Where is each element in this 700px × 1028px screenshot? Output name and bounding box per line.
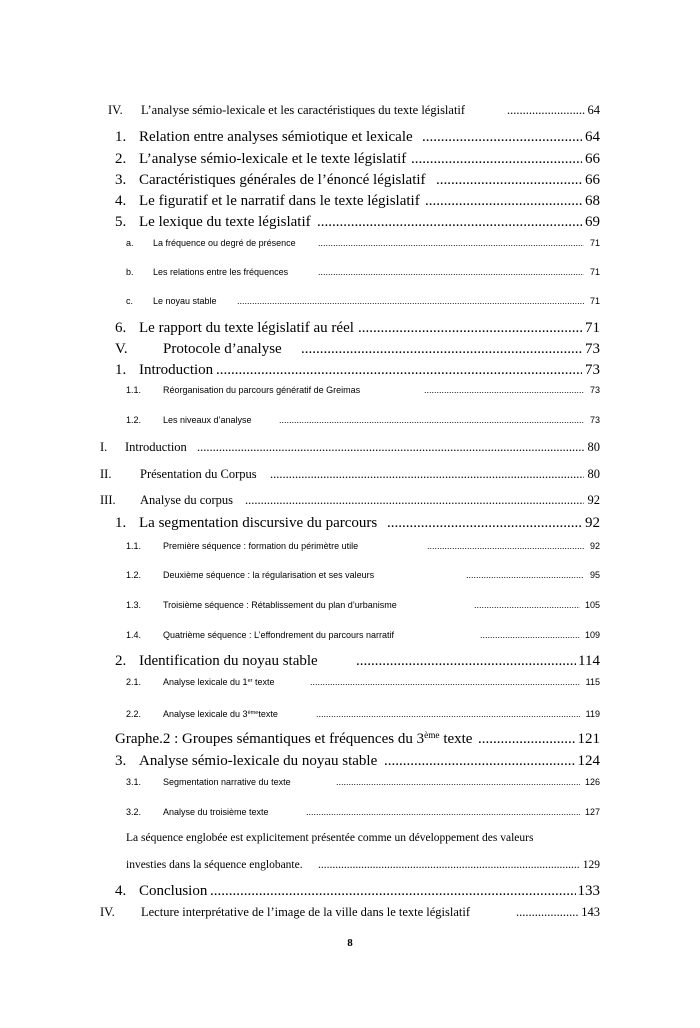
toc-entry[interactable] [0,511,700,531]
toc-page: 92 [585,515,600,531]
toc-title: Introduction [125,439,187,454]
toc-title: L’analyse sémio-lexicale et le texte législatif [139,151,407,167]
toc-page: 129 [582,858,600,871]
toc-number: I. [100,439,108,454]
toc-leader [270,468,584,481]
toc-entry[interactable] [0,727,700,747]
toc-title: Troisième séquence : Rétablissement du plan d’urbanisme [163,600,397,610]
toc-leader [478,732,576,747]
toc-entry[interactable] [0,749,700,769]
toc-leader [318,268,584,277]
toc-number: 2. [115,151,127,167]
toc-page: 114 [578,653,600,669]
toc-page: 92 [589,541,600,551]
toc-leader [310,678,580,687]
toc-page: 73 [589,415,600,425]
page-number: 8 [347,937,353,949]
toc-number: 1.2. [126,415,142,425]
toc-title: Le figuratif et le narratif dans le texte législatif [139,193,420,209]
toc-title: Caractéristiques générales de l’énoncé législatif [139,172,426,188]
toc-leader [318,860,580,872]
toc-leader [480,631,580,640]
toc-page: 66 [585,151,600,167]
toc-number: II. [100,466,112,481]
toc-title: Les niveaux d’analyse [163,415,252,425]
toc-number: IV. [108,102,123,117]
toc-entry[interactable] [0,649,700,669]
toc-title: La séquence englobée est explicitement présentée comme un développement des valeurs [126,831,534,844]
toc-entry[interactable] [0,286,700,306]
toc-leader [474,601,580,610]
toc-entry[interactable] [0,667,700,687]
toc-title: investies dans la séquence englobante. [126,858,303,871]
toc-entry[interactable] [0,620,700,640]
toc-leader [316,710,580,719]
toc-number: 2. [115,653,127,669]
toc-title: Présentation du Corpus [140,466,257,481]
toc-entry[interactable] [0,147,700,167]
toc-entry[interactable] [0,460,700,480]
toc-page: 68 [585,193,600,209]
toc-page: 109 [584,630,600,640]
toc-leader [424,386,584,395]
toc-page: 80 [587,439,600,454]
toc-leader [306,808,580,817]
toc-entry[interactable] [0,337,700,357]
toc-number: 1.4. [126,630,142,640]
toc-page: 124 [577,753,600,769]
toc-page: 73 [589,385,600,395]
toc-entry[interactable] [0,257,700,277]
toc-entry[interactable] [0,590,700,610]
toc-entry[interactable] [0,189,700,209]
toc-title: Quatrième séquence : L’effondrement du parcours narratif [163,630,394,640]
toc-leader [387,516,582,531]
toc-page: 71 [585,320,600,336]
toc-leader [301,342,582,357]
toc-title: Analyse du troisième texte [163,807,269,817]
toc-leader [336,778,580,787]
toc-number: 1.2. [126,570,142,580]
toc-title: Première séquence : formation du périmètre utile [163,541,359,551]
toc-title: Analyse lexicale du 3èmetexte [163,709,278,719]
toc-title: Analyse sémio-lexicale du noyau stable [139,753,378,769]
toc-page: 143 [581,904,600,919]
toc-number: b. [126,267,134,277]
toc-number: 1.1. [126,541,142,551]
toc-page: 126 [584,777,600,787]
toc-title: Graphe.2 : Groupes sémantiques et fréquences du 3ème texte [115,730,473,747]
toc-leader [422,130,582,145]
toc-number: 4. [115,883,127,899]
toc-number: 1. [115,129,127,145]
toc-page: 121 [577,731,600,747]
toc-number: 3. [115,753,127,769]
toc-entry[interactable] [0,851,700,871]
toc-number: III. [100,492,116,507]
toc-entry[interactable] [0,375,700,395]
toc-number: 2.2. [126,709,142,719]
toc-leader [427,542,584,551]
toc-page: 69 [585,214,600,230]
toc-number: 3. [115,172,127,188]
toc-entry[interactable] [0,486,700,506]
toc-page: 71 [589,238,600,248]
toc-leader [507,104,585,117]
toc-entry[interactable] [0,797,700,817]
toc-entry[interactable] [0,168,700,188]
toc-title: Segmentation narrative du texte [163,777,291,787]
toc-entry[interactable] [0,96,700,116]
toc-leader [210,884,576,899]
toc-leader [425,194,582,209]
toc-leader [516,906,578,919]
toc-number: 4. [115,193,127,209]
toc-leader [318,239,584,248]
toc-page: 64 [587,102,600,117]
toc-title: Le lexique du texte législatif [139,214,311,230]
toc-entry[interactable] [0,433,700,453]
toc-title: Le noyau stable [153,296,217,306]
toc-entry[interactable] [0,405,700,425]
toc-entry[interactable] [0,898,700,918]
toc-number: 1. [115,515,127,531]
toc-page: 115 [585,677,600,687]
toc-leader [197,441,584,454]
toc-title: La fréquence ou degré de présence [153,238,296,248]
toc-number: 1.3. [126,600,142,610]
toc-entry[interactable] [0,531,700,551]
toc-number: 1.1. [126,385,142,395]
toc-title: Analyse lexicale du 1er texte [163,677,275,687]
toc-number: c. [126,296,134,306]
toc-page: 71 [589,267,600,277]
toc-title: Réorganisation du parcours génératif de Greimas [163,385,361,395]
toc-leader [358,321,582,336]
toc-number: 1. [115,362,127,378]
toc-entry[interactable] [0,879,700,899]
toc-leader [279,416,584,425]
toc-title: Les relations entre les fréquences [153,267,289,277]
toc-entry[interactable] [0,228,700,248]
toc-page: 119 [585,709,600,719]
toc-leader [436,173,582,188]
toc-page: 71 [589,296,600,306]
toc-page: 92 [587,492,600,507]
toc-leader [237,297,584,306]
toc-page: 95 [589,570,600,580]
toc-entry[interactable] [0,210,700,230]
toc-title: Introduction [139,362,214,378]
toc-title: Identification du noyau stable [139,653,318,669]
toc-leader [245,494,584,507]
toc-page: 64 [585,129,600,145]
toc-page: 66 [585,172,600,188]
toc-entry[interactable] [0,560,700,580]
toc-title: Deuxième séquence : la régularisation et ses valeurs [163,570,375,580]
toc-title: La segmentation discursive du parcours [139,515,378,531]
toc-page: 127 [584,807,600,817]
toc-title: Lecture interprétative de l’image de la ville dans le texte législatif [141,904,471,919]
toc-number: 3.1. [126,777,142,787]
toc-title: Le rapport du texte législatif au réel [139,320,354,336]
toc-entry[interactable] [0,824,700,844]
toc-title: Analyse du corpus [140,492,234,507]
toc-page: 133 [577,883,600,899]
toc-page: 73 [585,362,600,378]
toc-leader [466,571,584,580]
toc-title: Relation entre analyses sémiotique et lexicale [139,129,413,145]
toc-title: Conclusion [139,883,208,899]
toc-number: 2.1. [126,677,142,687]
toc-leader [411,152,582,167]
toc-number: 3.2. [126,807,142,817]
toc-entry[interactable] [0,699,700,719]
toc-page: 80 [587,466,600,481]
toc-entry[interactable] [0,316,700,336]
toc-page: 105 [584,600,600,610]
toc-entry[interactable] [0,767,700,787]
toc-number: 5. [115,214,127,230]
toc-number: V. [115,341,128,357]
toc-number: 6. [115,320,127,336]
toc-number: IV. [100,904,115,919]
toc-entry[interactable] [0,125,700,145]
toc-title: Protocole d’analyse [163,341,282,357]
toc-number: a. [126,238,134,248]
toc-page: 73 [585,341,600,357]
toc-title: L’analyse sémio-lexicale et les caractéristiques du texte législatif [141,102,466,117]
